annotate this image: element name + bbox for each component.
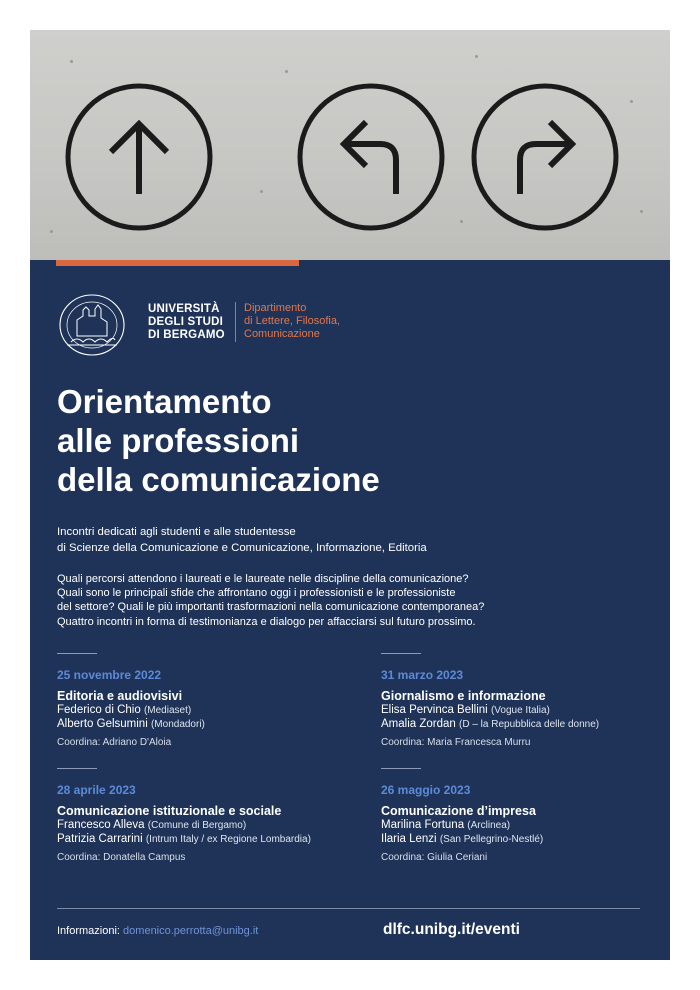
speaker-affiliation: (Intrum Italy / ex Regione Lombardia) [145, 833, 311, 845]
event-item [57, 768, 357, 864]
event-item [381, 653, 670, 749]
title-line: alle professioni [57, 422, 300, 459]
turn-right-icon [470, 82, 620, 232]
info-label: Informazioni: [57, 925, 120, 937]
intro-text [57, 572, 617, 629]
department-name [244, 302, 340, 341]
website-link[interactable]: dlfc.unibg.it/eventi [383, 921, 520, 938]
event-divider [57, 768, 97, 769]
event-item [57, 653, 357, 749]
event-title: Giornalismo e informazione [381, 689, 546, 703]
arrow-up-icon [64, 82, 214, 232]
speaker-name: Marilina Fortuna [381, 819, 465, 831]
speaker-affiliation: (D – la Repubblica delle donne) [459, 718, 600, 730]
intro-line: Quattro incontri in forma di testimonianza e dialogo per affacciarsi sul futuro prossimo. [57, 615, 476, 628]
speaker-name: Ilaria Lenzi [381, 832, 437, 845]
intro-line: Quali sono le principali sfide che affrontano oggi i professionisti e le professioniste [57, 587, 456, 600]
event-title: Comunicazione d’impresa [381, 804, 536, 818]
event-coordinator: Coordina: Donatella Campus [57, 851, 186, 863]
accent-bar [56, 260, 299, 266]
speaker-name: Amalia Zordan [381, 717, 456, 730]
logo-divider [235, 302, 236, 342]
subtitle-line: di Scienze della Comunicazione e Comunicazione, Informazione, Editoria [57, 542, 427, 554]
event-item [381, 768, 670, 864]
department-line: di Lettere, Filosofia, [244, 315, 340, 327]
speaker [381, 833, 670, 847]
event-date: 25 novembre 2022 [57, 668, 162, 682]
speaker-affiliation: (Mediaset) [143, 705, 192, 716]
intro-line: Quali percorsi attendono i laureati e le laureate nelle discipline della comunicazione? [57, 573, 469, 585]
turn-left-icon [296, 82, 446, 232]
contact-info [57, 924, 258, 938]
speaker-affiliation: (Mondadori) [150, 718, 205, 730]
subtitle-line: Incontri dedicati agli studenti e alle studentesse [57, 526, 296, 538]
event-date: 26 maggio 2023 [381, 783, 471, 797]
speaker-affiliation: (San Pellegrino-Nestlé) [439, 833, 544, 845]
speaker [381, 819, 670, 833]
speaker [57, 704, 357, 718]
speaker-affiliation: (Vogue Italia) [490, 705, 550, 716]
email-link[interactable]: domenico.perrotta@unibg.it [123, 925, 259, 937]
page-title [57, 382, 380, 499]
speaker-name: Patrizia Carrarini [57, 832, 143, 845]
speaker [57, 833, 357, 847]
speaker [57, 718, 357, 732]
event-divider [57, 653, 97, 654]
university-name-line: DEGLI STUDI [148, 316, 224, 328]
university-name-line: DI BERGAMO [148, 329, 225, 341]
subtitle [57, 524, 427, 556]
event-title: Editoria e audiovisivi [57, 689, 183, 703]
speaker-affiliation: (Comune di Bergamo) [147, 820, 247, 831]
speaker [57, 819, 357, 833]
event-date: 28 aprile 2023 [57, 783, 136, 797]
event-coordinator: Coordina: Adriano D'Aloia [57, 736, 172, 748]
department-line: Comunicazione [244, 328, 320, 340]
department-line: Dipartimento [244, 302, 307, 314]
university-name [148, 303, 225, 342]
event-coordinator: Coordina: Giulia Ceriani [381, 851, 488, 863]
header-photo [30, 30, 670, 260]
event-date: 31 marzo 2023 [381, 668, 464, 682]
university-logo [57, 292, 457, 358]
intro-line: del settore? Quali le più importanti trasformazioni nella comunicazione contemporanea? [57, 601, 485, 614]
speaker-name: Federico di Chio [57, 704, 141, 716]
footer-divider [57, 908, 640, 909]
event-divider [381, 653, 421, 654]
event-divider [381, 768, 421, 769]
title-line: della comunicazione [57, 461, 380, 498]
speaker-affiliation: (Arclinea) [467, 820, 511, 831]
university-name-line: UNIVERSITÀ [148, 303, 220, 315]
speaker [381, 718, 670, 732]
event-title: Comunicazione istituzionale e sociale [57, 804, 282, 818]
title-line: Orientamento [57, 383, 272, 420]
poster [30, 30, 670, 960]
speaker-name: Francesco Alleva [57, 819, 145, 831]
speaker-name: Elisa Pervinca Bellini [381, 704, 488, 716]
speaker-name: Alberto Gelsumini [57, 717, 148, 730]
university-seal-icon [57, 292, 127, 358]
speaker [381, 704, 670, 718]
event-coordinator: Coordina: Maria Francesca Murru [381, 736, 531, 748]
